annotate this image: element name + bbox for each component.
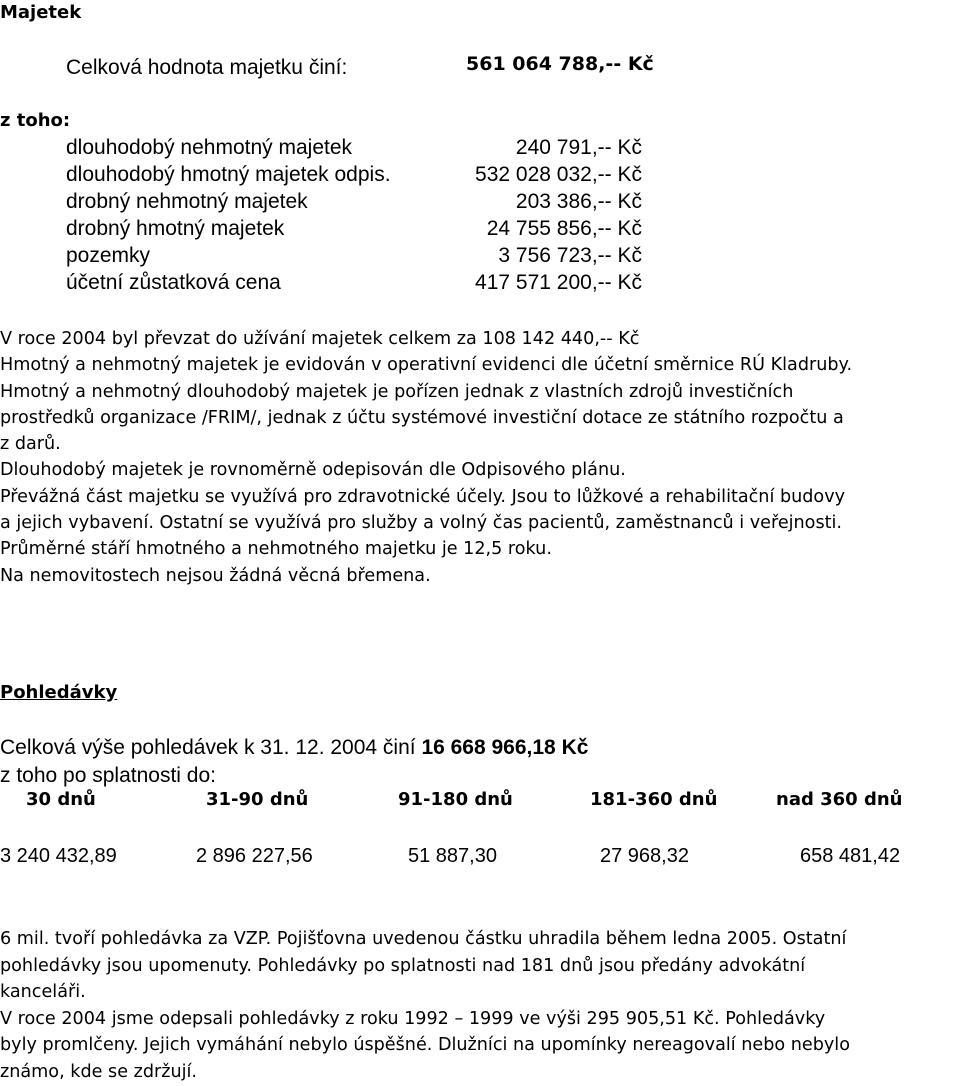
receivables-paragraph xyxy=(0,926,960,1085)
column-header: 30 dnů xyxy=(26,789,96,810)
breakdown-heading: z toho: xyxy=(0,110,71,131)
paragraph-line: z darů. xyxy=(0,434,61,455)
paragraph-line: Hmotný a nehmotný dlouhodobý majetek je pořízen jednak z vlastních zdrojů investičních xyxy=(0,381,794,402)
paragraph-line: Hmotný a nehmotný majetek je evidován v operativní evidenci dle účetní směrnice RÚ Kladruby. xyxy=(0,355,853,376)
column-header: 31-90 dnů xyxy=(206,789,309,810)
asset-item-label: drobný hmotný majetek xyxy=(66,217,285,240)
paragraph-line: Průměrné stáří hmotného a nehmotného majetku je 12,5 roku. xyxy=(0,539,552,560)
column-value: 3 240 432,89 xyxy=(0,845,117,867)
column-value: 658 481,42 xyxy=(800,845,901,867)
paragraph-line: kanceláři. xyxy=(0,982,86,1002)
paragraph-line: pohledávky jsou upomenuty. Pohledávky po splatnosti nad 181 dnů jsou předány advokátní xyxy=(0,955,806,976)
column-header: 181-360 dnů xyxy=(590,789,718,810)
column-header: nad 360 dnů xyxy=(776,789,903,810)
section-title-pohledavky: Pohledávky xyxy=(0,682,118,703)
paragraph-line: V roce 2004 jsme odepsali pohledávky z roku 1992 – 1999 ve výši 295 905,51 Kč. Pohledávky xyxy=(0,1008,826,1029)
paragraph-line: byly promlčeny. Jejich vymáhání nebylo úspěšné. Dlužníci na upomínky nereagovalí nebo nebylo xyxy=(0,1035,850,1055)
paragraph-line: Na nemovitostech nejsou žádná věcná břemena. xyxy=(0,565,431,586)
column-value: 27 968,32 xyxy=(600,845,689,867)
asset-item-label: dlouhodobý hmotný majetek odpis. xyxy=(66,163,391,186)
column-value: 2 896 227,56 xyxy=(196,845,313,867)
paragraph-line: známo, kde se zdržují. xyxy=(0,1061,198,1082)
asset-item-label: účetní zůstatková cena xyxy=(66,271,281,294)
total-assets-label: Celková hodnota majetku činí: xyxy=(66,56,348,79)
paragraph-line: 6 mil. tvoří pohledávka za VZP. Pojišťovna uvedenou částku uhradila během ledna 2005. Ostatní xyxy=(0,929,847,949)
asset-item-value: 240 791,-- Kč xyxy=(515,136,642,159)
receivables-total-label: Celková výše pohledávek k 31. 12. 2004 činí xyxy=(0,736,422,759)
asset-item-label: dlouhodobý nehmotný majetek xyxy=(66,136,353,159)
paragraph-line: Převážná část majetku se využívá pro zdravotnické účely. Jsou to lůžkové a rehabilitační budovy xyxy=(0,486,846,507)
asset-item-value: 3 756 723,-- Kč xyxy=(498,244,642,267)
asset-item-label: pozemky xyxy=(66,244,151,267)
paragraph-line: a jejich vybavení. Ostatní se využívá pro služby a volný čas pacientů, zaměstnanců i veřejnosti. xyxy=(0,513,842,534)
asset-item-value: 24 755 856,-- Kč xyxy=(486,217,642,240)
receivables-subheading: z toho po splatnosti do: xyxy=(0,764,216,787)
asset-item-value: 203 386,-- Kč xyxy=(515,190,642,213)
section-title-majetek: Majetek xyxy=(0,2,82,23)
paragraph-line: Dlouhodobý majetek je rovnoměrně odepisován dle Odpisového plánu. xyxy=(0,460,626,481)
receivables-total-value: 16 668 966,18 Kč xyxy=(421,736,589,759)
asset-item-value: 417 571 200,-- Kč xyxy=(475,271,642,294)
paragraph-line: V roce 2004 byl převzat do užívání majetek celkem za 108 142 440,-- Kč xyxy=(0,329,640,349)
column-value: 51 887,30 xyxy=(408,845,497,867)
column-header: 91-180 dnů xyxy=(398,789,513,810)
asset-item-label: drobný nehmotný majetek xyxy=(66,190,308,213)
receivables-total-line xyxy=(0,734,588,762)
paragraph-line: prostředků organizace /FRIM/, jednak z účtu systémové investiční dotace ze státního rozpočtu a xyxy=(0,407,844,428)
assets-paragraph xyxy=(0,326,960,589)
total-assets-value: 561 064 788,-- Kč xyxy=(466,53,654,75)
asset-item-value: 532 028 032,-- Kč xyxy=(475,163,642,186)
